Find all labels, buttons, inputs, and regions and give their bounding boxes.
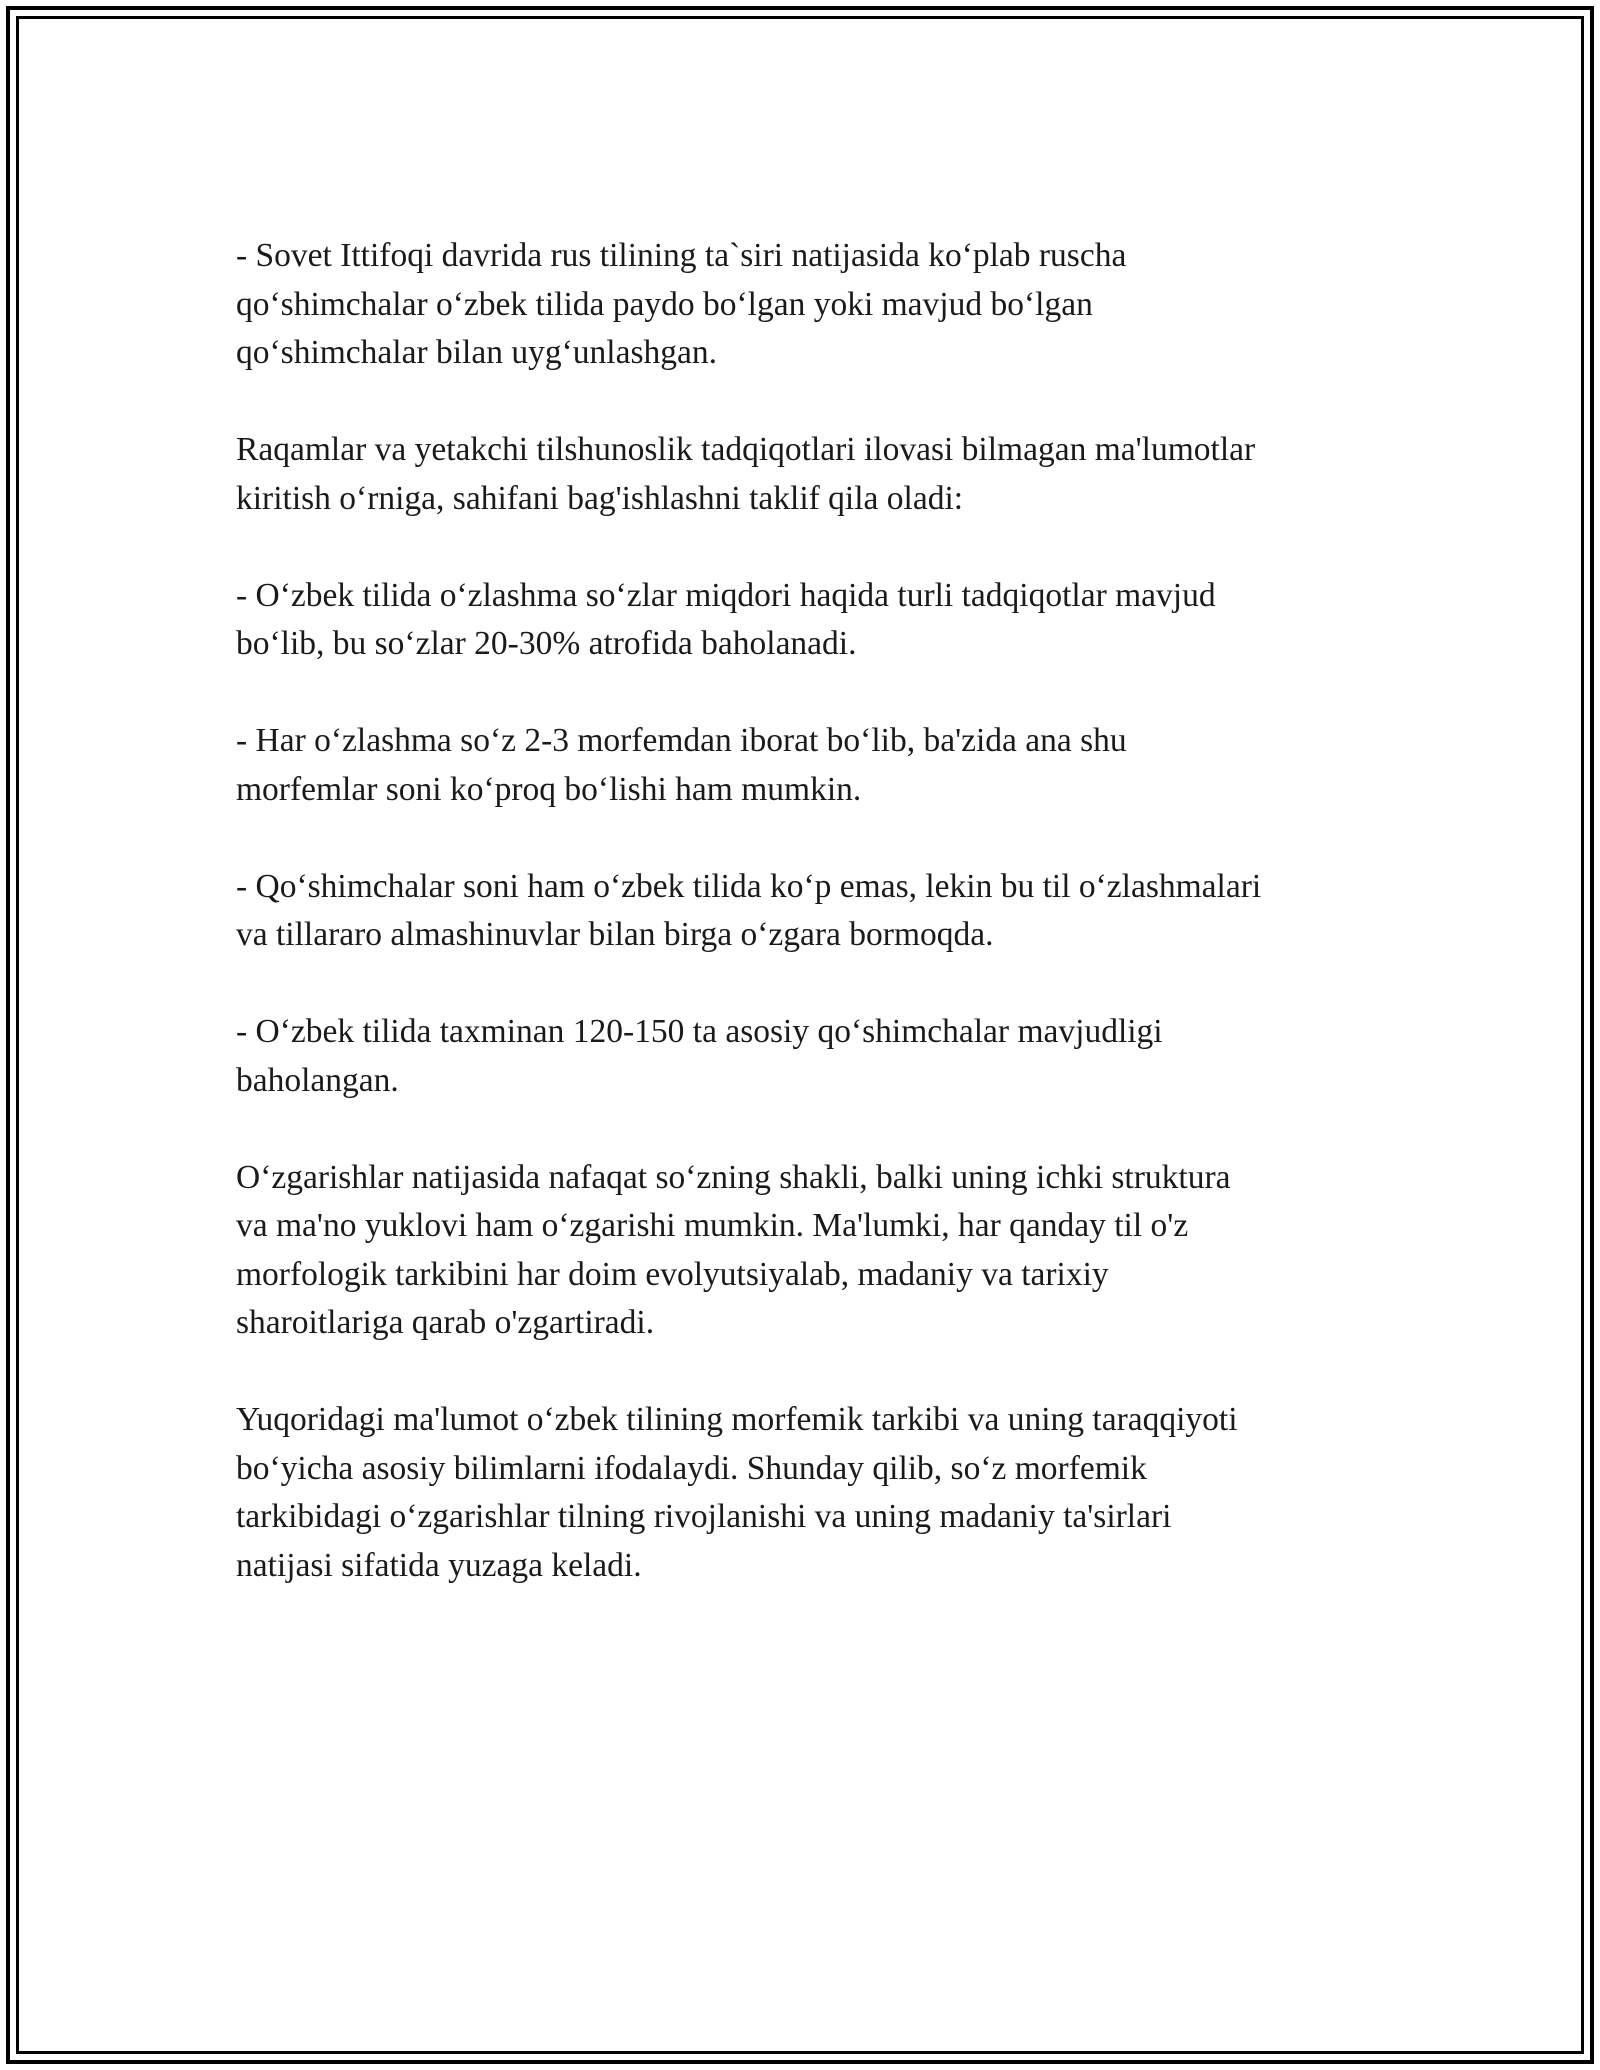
text-line: sharoitlariga qarab o'zgartiradi. [236,1304,655,1341]
paragraph-5 [236,863,1386,960]
text-line: Oʻzgarishlar natijasida nafaqat soʻzning shakli, balki uning ichki struktura [236,1158,1231,1196]
text-line: - Har oʻzlashma soʻz 2-3 morfemdan iborat boʻlib, ba'zida ana shu [236,722,1127,759]
paragraph-8 [236,1396,1386,1590]
text-line: - Oʻzbek tilida oʻzlashma soʻzlar miqdori haqida turli tadqiqotlar mavjud [236,576,1216,614]
text-line: natijasi sifatida yuzaga keladi. [236,1546,642,1584]
text-line: Raqamlar va yetakchi tilshunoslik tadqiqotlari ilovasi bilmagan ma'lumotlar [236,431,1256,468]
text-line: - Sovet Ittifoqi davrida rus tilining ta`siri natijasida koʻplab ruscha [236,237,1127,274]
text-line: baholangan. [236,1061,399,1099]
text-line: - Oʻzbek tilida taxminan 120-150 ta asosiy qoʻshimchalar mavjudligi [236,1013,1163,1050]
text-line: morfemlar soni koʻproq boʻlishi ham mumkin. [236,770,862,808]
text-line: kiritish oʻrniga, sahifani bag'ishlashni taklif qila oladi: [236,479,964,517]
paragraph-7 [236,1154,1386,1348]
paragraph-1 [236,232,1386,378]
paragraph-6 [236,1008,1386,1105]
paragraph-3 [236,572,1386,669]
text-line: qoʻshimchalar bilan uygʻunlashgan. [236,334,717,371]
paragraph-2 [236,426,1386,523]
text-line: boʻyicha asosiy bilimlarni ifodalaydi. Shunday qilib, soʻz morfemik [236,1449,1147,1487]
paragraph-4 [236,717,1386,814]
text-line: tarkibidagi oʻzgarishlar tilning rivojlanishi va uning madaniy ta'sirlari [236,1498,1172,1535]
text-line: boʻlib, bu soʻzlar 20-30% atrofida baholanadi. [236,625,857,662]
text-line: qoʻshimchalar oʻzbek tilida paydo boʻlgan yoki mavjud boʻlgan [236,285,1093,323]
text-line: - Qoʻshimchalar soni ham oʻzbek tilida koʻp emas, lekin bu til oʻzlashmalari [236,867,1262,905]
text-line: Yuqoridagi ma'lumot oʻzbek tilining morfemik tarkibi va uning taraqqiyoti [236,1401,1238,1438]
text-line: morfologik tarkibini har doim evolyutsiyalab, madaniy va tarixiy [236,1255,1109,1293]
text-line: va tillararo almashinuvlar bilan birga oʻzgara bormoqda. [236,916,994,953]
document-body [236,232,1386,1639]
text-line: va ma'no yuklovi ham oʻzgarishi mumkin. Ma'lumki, har qanday til o'z [236,1207,1189,1244]
